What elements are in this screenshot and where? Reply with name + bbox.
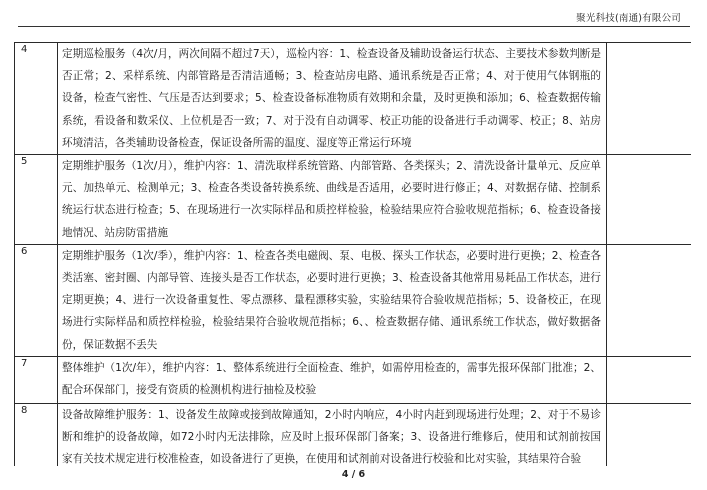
table-row [15,155,692,245]
row-content: 整体维护（1次/年），维护内容：1、整体系统进行全面检查、维护，如需停用检查的，需事先报环保部门批准；2、配合环保部门，接受有资质的检测机构进行抽检及校验 [58,356,607,403]
row-number: 7 [15,356,58,403]
company-header: 聚光科技(南通)有限公司 [576,13,681,24]
header-rule [18,26,690,27]
row-number: 4 [15,43,58,155]
table-row [15,403,692,466]
row-content: 定期巡检服务（4次/月，两次间隔不超过7天），巡检内容：1、检查设备及辅助设备运行状态、主要技术参数判断是否正常；2、采样系统、内部管路是否清洁通畅；3、检查站房电路、通讯系统是否正常；4、对于使用气体钢瓶的设备，检查气密性、气压是否达到要求；5、检查设备标准物质有效期和余量，及时更换和添加；6、检查数据传输系统，看设备和数采仪、上位机是否一致；7、对于没有自动调零、校正功能的设备进行手动调零、校正；8、站房环境清洁，各类辅助设备检查，保证设备所需的温度、湿度等正常运行环境 [58,43,607,155]
table-row [15,356,692,403]
row-blank-cell [607,155,692,245]
table-row [15,43,692,155]
row-blank-cell [607,356,692,403]
row-content: 定期维护服务（1次/季），维护内容：1、检查各类电磁阀、泵、电极、探头工作状态，必要时进行更换；2、检查各类活塞、密封圈、内部导管、连接头是否工作状态，必要时进行更换；3、检查设备其他常用易耗品工作状态，进行定期更换；4、进行一次设备重复性、零点漂移、量程漂移实验，实验结果符合验收规范指标；5、设备校正，在现场进行实际样品和质控样检验，检验结果符合验收规范指标；6、、检查数据存储、通讯系统工作状态，做好数据备份，保证数据不丢失 [58,244,607,356]
row-number: 5 [15,155,58,245]
table-row [15,244,692,356]
service-table [14,42,691,466]
row-content: 设备故障维护服务：1、设备发生故障或接到故障通知，2小时内响应，4小时内赶到现场进行处理；2、对于不易诊断和维护的设备故障，如72小时内无法排除，应及时上报环保部门备案；3、设备进行维修后，使用和试剂前按国家有关技术规定进行校准检查，如设备进行了更换，在使用和试剂前对设备进行校验和比对实验，其结果符合验 [58,403,607,466]
row-blank-cell [607,403,692,466]
page-number: 4 / 6 [341,469,366,480]
row-number: 6 [15,244,58,356]
row-number: 8 [15,403,58,466]
row-content: 定期维护服务（1次/月），维护内容：1、清洗取样系统管路、内部管路、各类探头；2、清洗设备计量单元、反应单元、加热单元、检测单元；3、检查各类设备转换系统、曲线是否适用，必要时进行修正；4、对数据存储、控制系统运行状态进行检查；5、在现场进行一次实际样品和质控样检验，检验结果应符合验收规范指标；6、检查设备接地情况、站房防雷措施 [58,155,607,245]
row-blank-cell [607,43,692,155]
row-blank-cell [607,244,692,356]
service-table-container [14,42,691,466]
